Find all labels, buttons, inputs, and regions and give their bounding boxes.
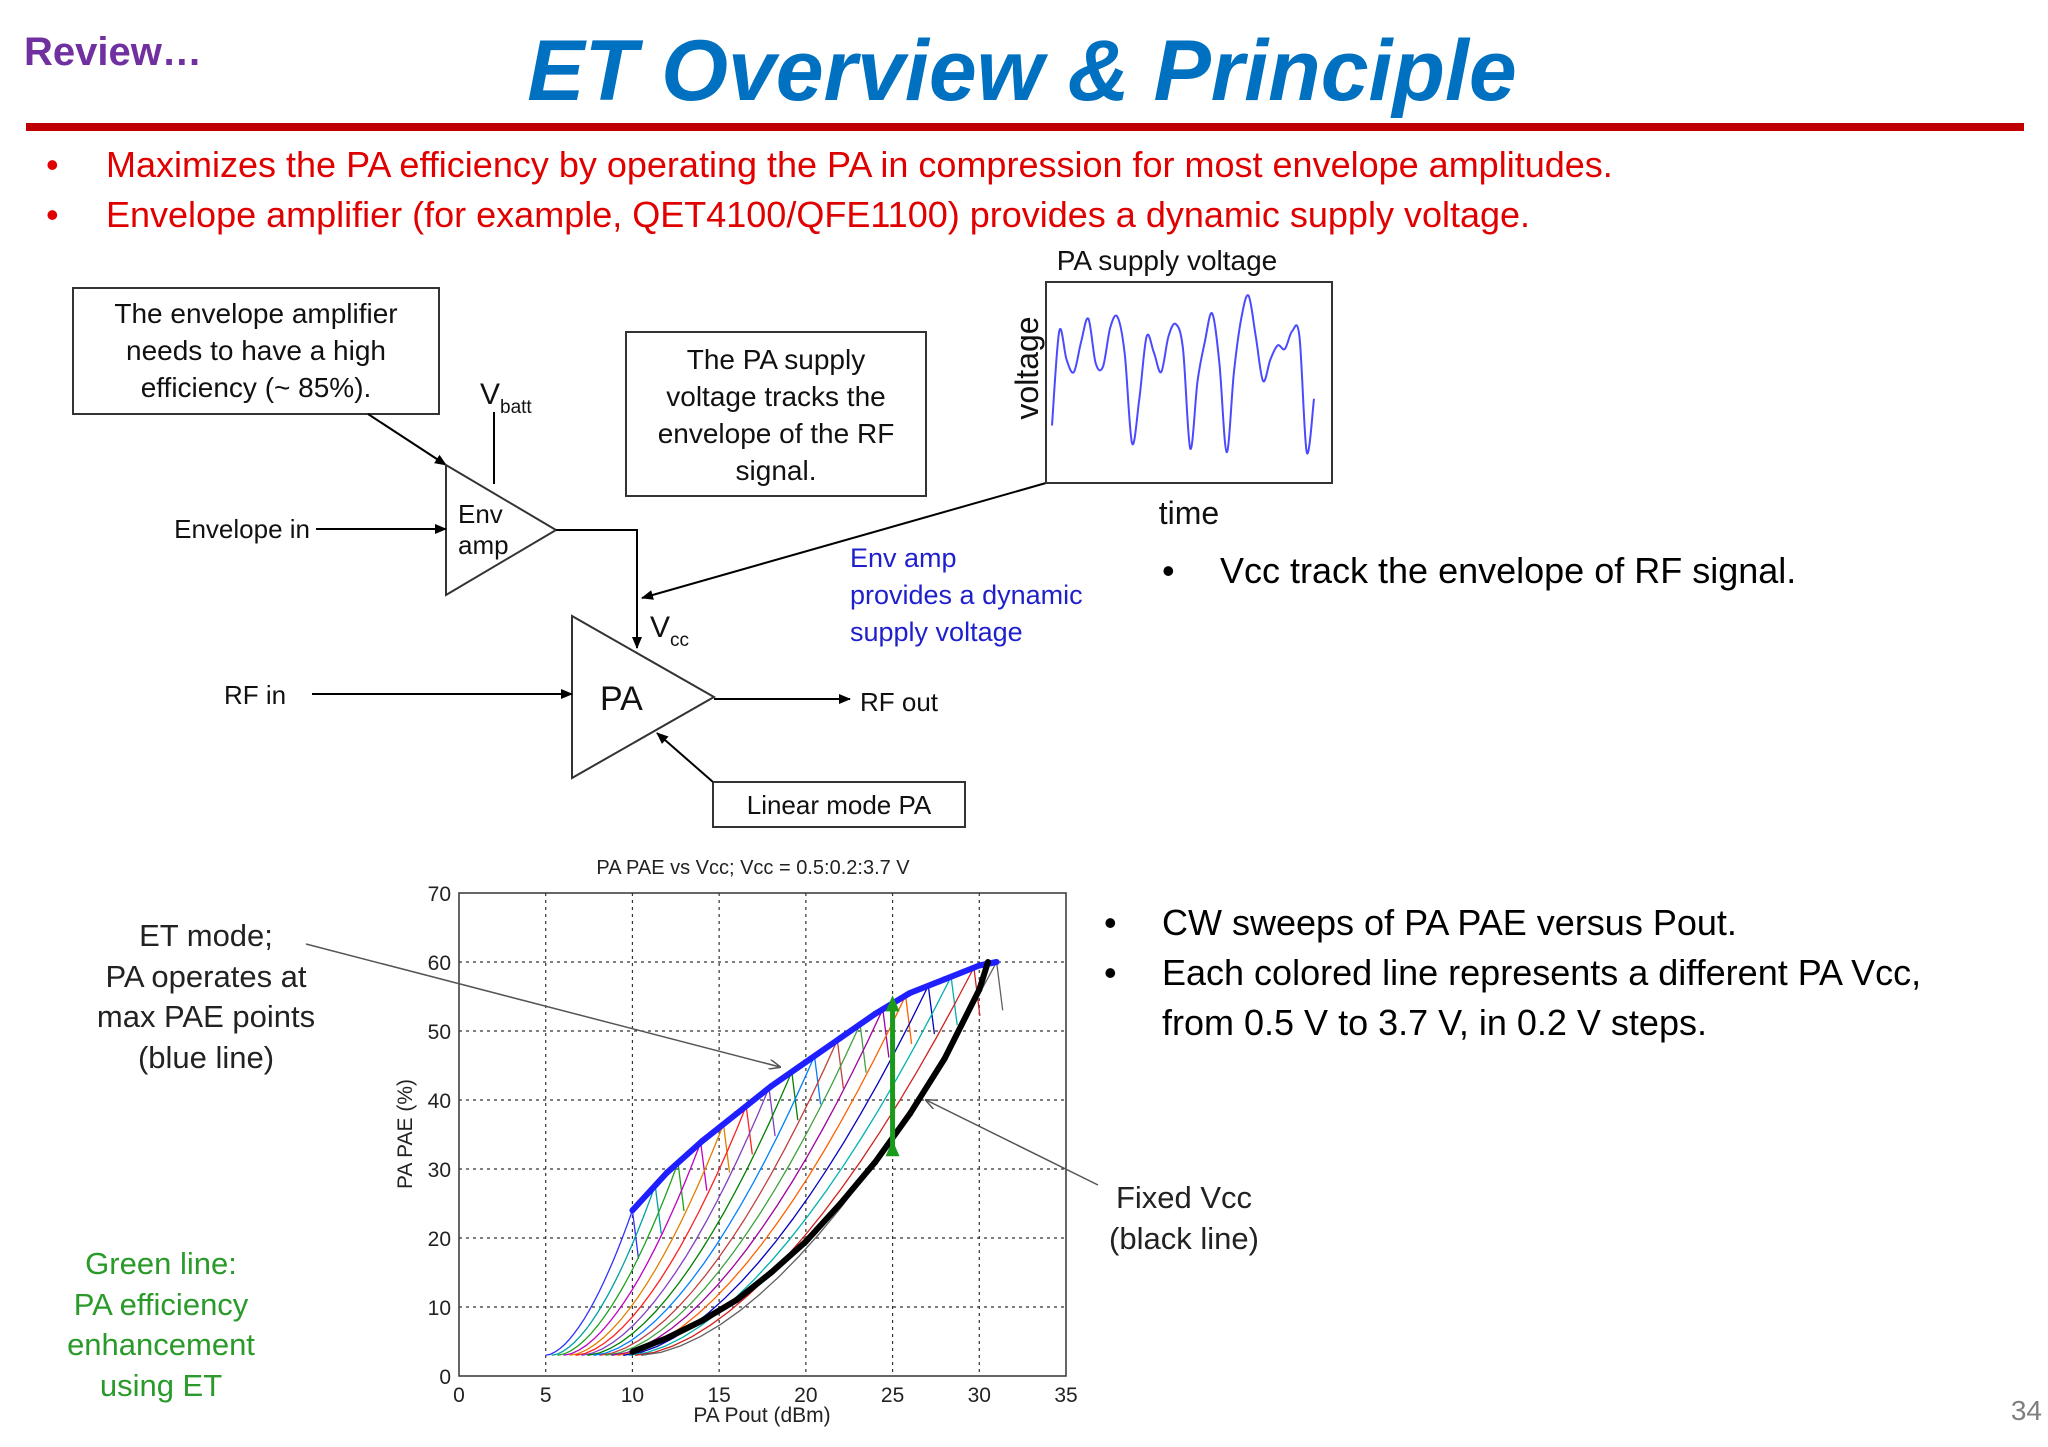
env-amp-dynamic-note-1: Env amp bbox=[850, 543, 957, 573]
supply-note-line-2: voltage tracks the bbox=[666, 381, 886, 412]
fixed-vcc-line-point bbox=[733, 1297, 739, 1303]
chart-ytick-label: 50 bbox=[427, 1021, 451, 1044]
chart-ytick-label: 0 bbox=[439, 1366, 451, 1389]
et-mode-note-4: (blue line) bbox=[137, 1040, 275, 1075]
chart-ticks bbox=[428, 883, 1078, 1407]
max-pae-line-point bbox=[803, 1059, 809, 1065]
max-pae-line-point bbox=[664, 1169, 670, 1175]
env-amp-note-line-3: efficiency (~ 85%). bbox=[140, 372, 372, 403]
top-bullet-2: • Envelope amplifier (for example, QET4100/QFE1100) provides a dynamic supply voltage. bbox=[46, 194, 1531, 235]
max-pae-line-point bbox=[768, 1083, 774, 1089]
green-line-note-1: Green line: bbox=[85, 1246, 237, 1281]
rf-in-label: RF in bbox=[224, 680, 287, 710]
chart-xtick-label: 15 bbox=[707, 1384, 731, 1407]
fixed-vcc-line-point bbox=[664, 1335, 670, 1341]
et-mode-note-2: PA operates at bbox=[105, 959, 307, 994]
chart-title: PA PAE vs Vcc; Vcc = 0.5:0.2:3.7 V bbox=[596, 857, 910, 879]
vcc-label: $V_{cc}$ bbox=[650, 611, 690, 651]
page-number: 34 bbox=[2010, 1395, 2042, 1426]
fixed-vcc-line-point bbox=[838, 1201, 844, 1207]
review-label: Review… bbox=[24, 30, 202, 74]
max-pae-line-point bbox=[838, 1035, 844, 1041]
fixed-vcc-line-point bbox=[768, 1270, 774, 1276]
supply-note-line-4: signal. bbox=[735, 455, 817, 486]
max-pae-line-point bbox=[629, 1207, 635, 1213]
max-pae-line-point bbox=[699, 1138, 705, 1144]
green-line-note-4: using ET bbox=[99, 1368, 223, 1403]
fixed-vcc-line-point bbox=[629, 1349, 635, 1355]
fixed-vcc-line-point bbox=[872, 1159, 878, 1165]
et-mode-note-3: max PAE points bbox=[96, 999, 316, 1034]
env-amp-label-2: amp bbox=[458, 530, 509, 560]
max-pae-line-point bbox=[994, 959, 1000, 965]
right-bullet-cw-sweeps: • CW sweeps of PA PAE versus Pout. bbox=[1104, 902, 1737, 943]
chart-ytick-label: 20 bbox=[427, 1228, 451, 1251]
max-pae-line-point bbox=[976, 962, 982, 968]
fixed-vcc-note-1: Fixed Vcc bbox=[1115, 1180, 1253, 1215]
chart-ylabel: PA PAE (%) bbox=[394, 1078, 417, 1190]
supply-note-line-1: The PA supply bbox=[686, 344, 866, 375]
page-title: ET Overview & Principle bbox=[527, 23, 1517, 119]
chart-vcc-sweep-line bbox=[587, 1072, 797, 1355]
env-amp-dynamic-note-3: supply voltage bbox=[850, 617, 1023, 647]
chart-ytick-label: 10 bbox=[427, 1297, 451, 1320]
chart-ytick-label: 30 bbox=[427, 1159, 451, 1182]
chart-xtick-label: 5 bbox=[539, 1384, 552, 1407]
supply-plot-xlabel: time bbox=[1158, 495, 1220, 531]
chart-xtick-label: 35 bbox=[1054, 1384, 1078, 1407]
fixed-vcc-line-point bbox=[976, 987, 982, 993]
chart-xtick-label: 20 bbox=[794, 1384, 818, 1407]
supply-plot-title: PA supply voltage bbox=[1056, 245, 1278, 276]
chart-xtick-label: 30 bbox=[967, 1384, 991, 1407]
chart-ytick-label: 40 bbox=[427, 1090, 451, 1113]
fixed-vcc-pointer bbox=[926, 1100, 1098, 1185]
env-amp-label-1: Env bbox=[458, 499, 503, 529]
env-amp-dynamic-note-2: provides a dynamic bbox=[850, 580, 1083, 610]
fixed-vcc-note-2: (black line) bbox=[1109, 1221, 1259, 1256]
env-amp-note-line-1: The envelope amplifier bbox=[114, 298, 398, 329]
chart-xtick-label: 0 bbox=[453, 1384, 465, 1407]
chart-xtick-label: 25 bbox=[880, 1384, 905, 1407]
fixed-vcc-line-point bbox=[942, 1056, 948, 1062]
top-bullet-1: • Maximizes the PA efficiency by operating the PA in compression for most envelope amplitudes. bbox=[46, 144, 1613, 185]
chart-ytick-label: 70 bbox=[427, 883, 451, 906]
et-mode-note-1: ET mode; bbox=[139, 918, 273, 953]
chart-xtick-label: 10 bbox=[620, 1384, 645, 1407]
fixed-vcc-line-point bbox=[985, 959, 991, 965]
fixed-vcc-line-point bbox=[803, 1238, 809, 1244]
chart-series bbox=[629, 959, 999, 1355]
green-line-note-3: enhancement bbox=[67, 1327, 255, 1362]
vbatt-label: $V_{batt}$ bbox=[480, 378, 532, 418]
envelope-in-label: Envelope in bbox=[174, 514, 310, 544]
green-line-note-2: PA efficiency bbox=[73, 1287, 249, 1322]
supply-note-line-3: envelope of the RF bbox=[657, 418, 895, 449]
pa-label: PA bbox=[600, 680, 643, 718]
max-pae-line-point bbox=[942, 976, 948, 982]
chart-ytick-label: 60 bbox=[427, 952, 451, 975]
max-pae-line bbox=[632, 962, 996, 1210]
fixed-vcc-line-point bbox=[699, 1318, 705, 1324]
fixed-vcc-line-point bbox=[907, 1111, 913, 1117]
chart-vcc-sweep-lines bbox=[546, 962, 1003, 1355]
max-pae-line-point bbox=[872, 1011, 878, 1017]
right-bullet-vcc-track: • Vcc track the envelope of RF signal. bbox=[1162, 550, 1797, 591]
chart-xlabel: PA Pout (dBm) bbox=[693, 1404, 831, 1427]
max-pae-line-point bbox=[907, 990, 913, 996]
rf-out-label: RF out bbox=[860, 687, 939, 717]
right-bullet-colored-lines: • Each colored line represents a different PA Vcc, from 0.5 V to 3.7 V, in 0.2 V steps. bbox=[1104, 952, 1922, 1043]
max-pae-line-point bbox=[733, 1111, 739, 1117]
supply-plot-ylabel: voltage bbox=[1009, 316, 1045, 420]
chart-vcc-sweep-line bbox=[641, 962, 1003, 1355]
linear-mode-pa-label: Linear mode PA bbox=[746, 790, 932, 820]
env-amp-note-line-2: needs to have a high bbox=[126, 335, 386, 366]
